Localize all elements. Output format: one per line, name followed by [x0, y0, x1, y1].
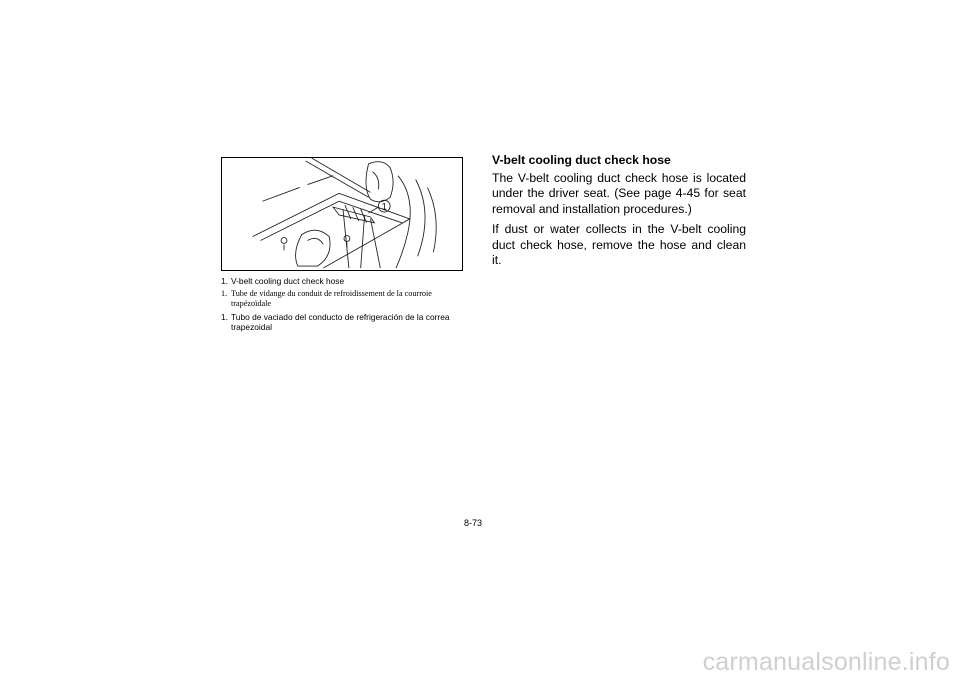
- check-hose-illustration: [222, 158, 462, 270]
- callout-number: 1: [381, 201, 387, 212]
- caption-text: V-belt cooling duct check hose: [231, 276, 345, 286]
- figure-illustration: [221, 157, 463, 271]
- caption-text: Tubo de vaciado del conducto de refrigeración de la correa trapezoidal: [231, 311, 450, 332]
- caption-number: 1.: [221, 276, 228, 286]
- caption-text: Tube de vidange du conduit de refroidissement de la courroie trapézoïdale: [231, 288, 432, 308]
- page-number: 8-73: [464, 518, 483, 528]
- caption-number: 1.: [221, 311, 228, 322]
- caption-french: [221, 289, 471, 310]
- caption-spanish: [221, 312, 471, 333]
- section-check-hose: [492, 153, 746, 273]
- watermark: carmanualsonline.info: [702, 648, 950, 676]
- caption-number: 1.: [221, 288, 228, 298]
- caption-english: [221, 276, 471, 287]
- figure-captions: [221, 276, 471, 335]
- section-paragraph: The V-belt cooling duct check hose is located under the driver seat. (See page 4-45 for seat removal and installation procedures.): [492, 171, 746, 216]
- section-paragraph: If dust or water collects in the V-belt cooling duct check hose, remove the hose and clean it.: [492, 222, 746, 268]
- section-title: V-belt cooling duct check hose: [492, 153, 671, 167]
